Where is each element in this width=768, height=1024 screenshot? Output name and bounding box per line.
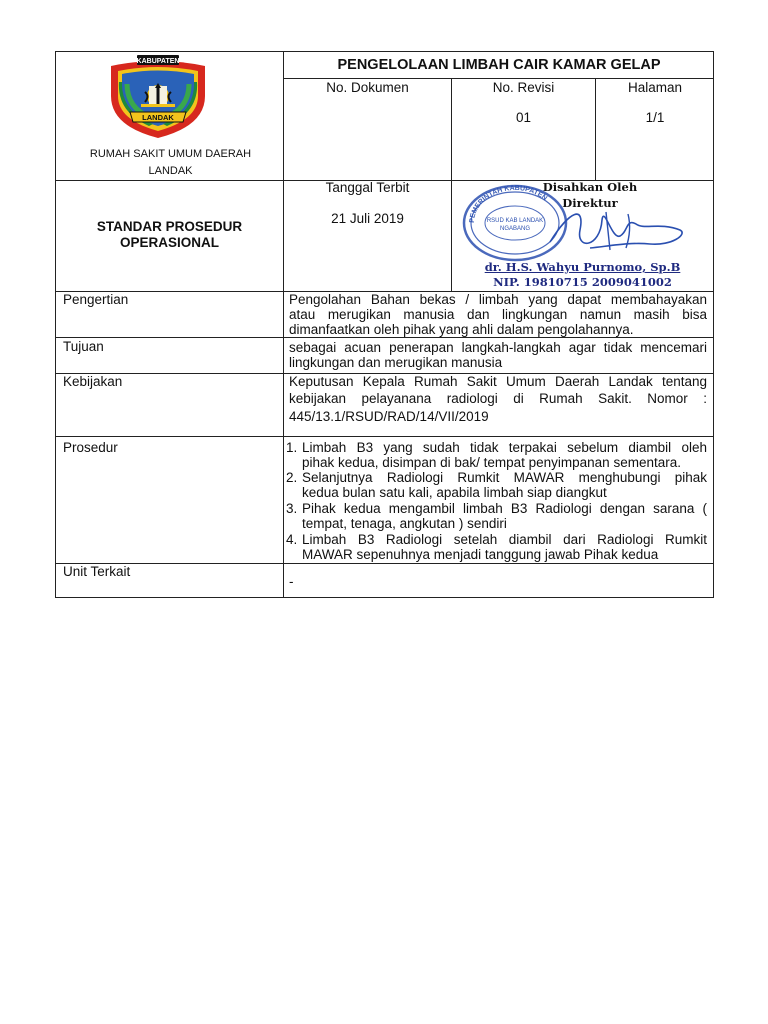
director-signature bbox=[540, 200, 690, 260]
logo-banner-text: KABUPATEN bbox=[136, 58, 180, 65]
column-divider-main bbox=[283, 51, 284, 598]
prosedur-item-line: Pihak kedua mengambil limbah B3 Radiologi dengan sarana ( bbox=[302, 501, 707, 516]
kabupaten-landak-logo bbox=[103, 52, 213, 140]
revision-label: No. Revisi bbox=[492, 80, 555, 95]
row-divider-tujuan bbox=[55, 337, 714, 338]
prosedur-item-line: pihak kedua, disimpan di bak/ tempat penyimpanan sementara. bbox=[302, 455, 681, 470]
sop-title-line1: STANDAR PROSEDUR bbox=[96, 219, 243, 234]
doc-number-label: No. Dokumen bbox=[326, 80, 409, 95]
stamp-inner-line2: NGABANG bbox=[499, 226, 531, 232]
prosedur-item-number: 2. bbox=[286, 470, 298, 485]
hospital-name-line2: LANDAK bbox=[148, 165, 193, 177]
stamp-ring-text: PEMERINTAH KABUPATEN bbox=[468, 184, 549, 224]
logo-ribbon-text: LANDAK bbox=[142, 113, 174, 122]
hospital-name-line1: RUMAH SAKIT UMUM DAERAH bbox=[89, 148, 252, 160]
pengertian-label: Pengertian bbox=[63, 292, 129, 307]
prosedur-item-line: Limbah B3 yang sudah tidak terpakai sebelum diambil oleh bbox=[302, 440, 707, 455]
approved-by-line1: Disahkan Oleh bbox=[542, 180, 638, 194]
prosedur-item-number: 1. bbox=[286, 440, 298, 455]
stamp-inner-line1: RSUD KAB LANDAK bbox=[486, 218, 544, 224]
prosedur-item-line: MAWAR sepenuhnya menjadi tanggung jawab Pihak kedua bbox=[302, 547, 659, 562]
tujuan-line: sebagai acuan penerapan langkah-langkah agar tidak mencemari bbox=[289, 340, 707, 355]
prosedur-item-number: 4. bbox=[286, 532, 298, 547]
prosedur-item-line: Limbah B3 Radiologi setelah diambil dari Radiologi Rumkit bbox=[302, 532, 707, 547]
pengertian-line: atau merugikan manusia dan lingkungan namun masih bisa bbox=[289, 307, 707, 322]
tujuan-label: Tujuan bbox=[63, 339, 104, 354]
pengertian-line: dimanfaatkan oleh pihak yang ahli dalam pengolahannya. bbox=[289, 322, 634, 337]
page-label: Halaman bbox=[627, 80, 683, 95]
sop-title-line2: OPERASIONAL bbox=[119, 235, 219, 250]
prosedur-item-line: Selanjutnya Radiologi Rumkit MAWAR menghubungi pihak bbox=[302, 470, 707, 485]
unit-terkait-label: Unit Terkait bbox=[63, 564, 131, 579]
prosedur-item-number: 3. bbox=[286, 501, 298, 516]
approved-by-line2: Direktur bbox=[562, 196, 618, 210]
unit-terkait-value: - bbox=[289, 574, 294, 589]
prosedur-item-line: tempat, tenaga, angkutan ) sendiri bbox=[302, 516, 507, 531]
kebijakan-line: kebijakan pelayanana radiologi di Rumah Sakit. Nomor : bbox=[289, 391, 707, 406]
revision-value: 01 bbox=[515, 110, 532, 125]
kebijakan-line: 445/13.1/RSUD/RAD/14/VII/2019 bbox=[289, 409, 489, 424]
issue-date-value: 21 Juli 2019 bbox=[331, 211, 404, 226]
title-underline bbox=[283, 78, 714, 79]
pengertian-line: Pengolahan Bahan bekas / limbah yang dapat membahayakan bbox=[289, 292, 707, 307]
row-divider-prosedur bbox=[55, 436, 714, 437]
kebijakan-label: Kebijakan bbox=[63, 374, 123, 389]
prosedur-label: Prosedur bbox=[63, 440, 118, 455]
kebijakan-line: Keputusan Kepala Rumah Sakit Umum Daerah Landak tentang bbox=[289, 374, 707, 389]
page-value: 1/1 bbox=[645, 110, 665, 125]
prosedur-item-line: kedua bulan satu kali, apabila limbah siap diangkut bbox=[302, 485, 607, 500]
document-title: PENGELOLAAN LIMBAH CAIR KAMAR GELAP bbox=[337, 57, 661, 73]
director-nip: NIP. 19810715 2009041002 bbox=[493, 275, 672, 289]
row-divider-unit bbox=[55, 563, 714, 564]
director-name: dr. H.S. Wahyu Purnomo, Sp.B bbox=[484, 260, 681, 274]
tujuan-line: lingkungan dan merugikan manusia bbox=[289, 355, 503, 370]
issue-date-label: Tanggal Terbit bbox=[325, 180, 410, 195]
